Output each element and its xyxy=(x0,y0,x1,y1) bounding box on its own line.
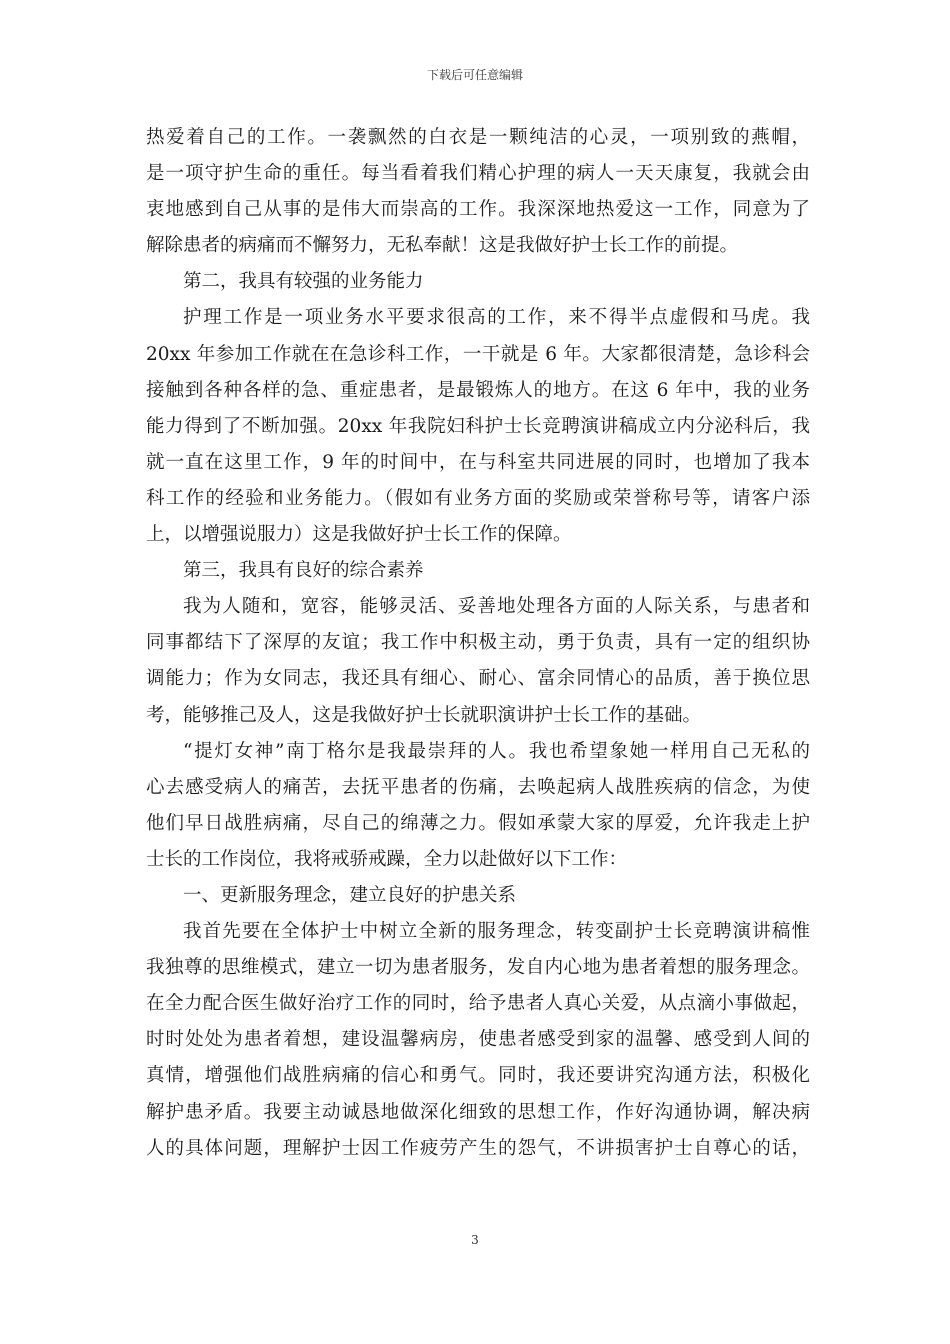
text-line: 20xx 年参加工作就在在急诊科工作，一干就是 6 年。大家都很清楚，急诊科会 xyxy=(146,343,810,365)
text-line: 我为人随和，宽容，能够灵活、妥善地处理各方面的人际关系，与患者和 xyxy=(183,596,810,618)
text-line: 同事都结下了深厚的友谊；我工作中积极主动，勇于负责，具有一定的组织协 xyxy=(146,632,810,654)
page-header: 下载后可任意编辑 xyxy=(426,68,523,82)
text-line: 我独尊的思维模式，建立一切为患者服务，发自内心地为患者着想的服务理念。 xyxy=(146,957,810,979)
text-line: 真情，增强他们战胜病痛的信心和勇气。同时，我还要讲究沟通方法，积极化 xyxy=(146,1065,810,1087)
section-heading: 第二，我具有较强的业务能力 xyxy=(183,271,424,293)
text-line: 调能力；作为女同志，我还具有细心、耐心、富余同情心的品质，善于换位思 xyxy=(146,668,810,690)
document-body xyxy=(146,120,810,1167)
text-line: 科工作的经验和业务能力。（假如有业务方面的奖励或荣誉称号等，请客户添 xyxy=(146,487,810,509)
text-line: 接触到各种各样的急、重症患者，是最锻炼人的地方。在这 6 年中，我的业务 xyxy=(146,379,810,401)
text-line: 衷地感到自己从事的是伟大而崇高的工作。我深深地热爱这一工作，同意为了 xyxy=(146,199,810,221)
text-line: 热爱着自己的工作。一袭飘然的白衣是一颗纯洁的心灵，一项别致的燕帽， xyxy=(146,127,810,148)
text-line: 解护患矛盾。我要主动诚恳地做深化细致的思想工作，作好沟通协调，解决病 xyxy=(146,1101,810,1123)
text-line: 就一直在这里工作，9 年的时间中，在与科室共同进展的同时，也增加了我本 xyxy=(146,451,810,473)
text-line: 他们早日战胜病痛，尽自己的绵薄之力。假如承蒙大家的厚爱，允许我走上护 xyxy=(146,812,810,834)
text-line: 考，能够推己及人，这是我做好护士长就职演讲护士长工作的基础。 xyxy=(146,704,702,726)
page-number: 3 xyxy=(471,1233,479,1247)
text-line: 护理工作是一项业务水平要求很高的工作，来不得半点虚假和马虎。我 xyxy=(183,307,810,329)
text-line: 是一项守护生命的重任。每当看着我们精心护理的病人一天天康复，我就会由 xyxy=(146,163,810,185)
text-line: 在全力配合医生做好治疗工作的同时，给予患者人真心关爱，从点滴小事做起， xyxy=(146,993,810,1015)
text-line: 能力得到了不断加强。20xx 年我院妇科护士长竞聘演讲稿成立内分泌科后，我 xyxy=(146,415,810,437)
text-line: 我首先要在全体护士中树立全新的服务理念，转变副护士长竞聘演讲稿惟 xyxy=(183,921,810,943)
text-line: 士长的工作岗位，我将戒骄戒躁，全力以赴做好以下工作： xyxy=(146,848,628,870)
text-line: 心去感受病人的痛苦，去抚平患者的伤痛，去唤起病人战胜疾病的信念，为使 xyxy=(146,776,810,798)
text-line: 人的具体问题，理解护士因工作疲劳产生的怨气，不讲损害护士自尊心的话， xyxy=(146,1137,810,1159)
text-line: 解除患者的病痛而不懈努力，无私奉献！这是我做好护士长工作的前提。 xyxy=(146,235,739,257)
text-line: 上，以增强说服力）这是我做好护士长工作的保障。 xyxy=(146,524,572,546)
section-heading: 一、更新服务理念，建立良好的护患关系 xyxy=(183,884,517,906)
text-line: 时时处处为患者着想，建设温馨病房，使患者感受到家的温馨、感受到人间的 xyxy=(146,1029,810,1051)
section-heading: 第三，我具有良好的综合素养 xyxy=(183,560,424,582)
text-line: “提灯女神”南丁格尔是我最崇拜的人。我也希望象她一样用自己无私的 xyxy=(183,740,810,762)
